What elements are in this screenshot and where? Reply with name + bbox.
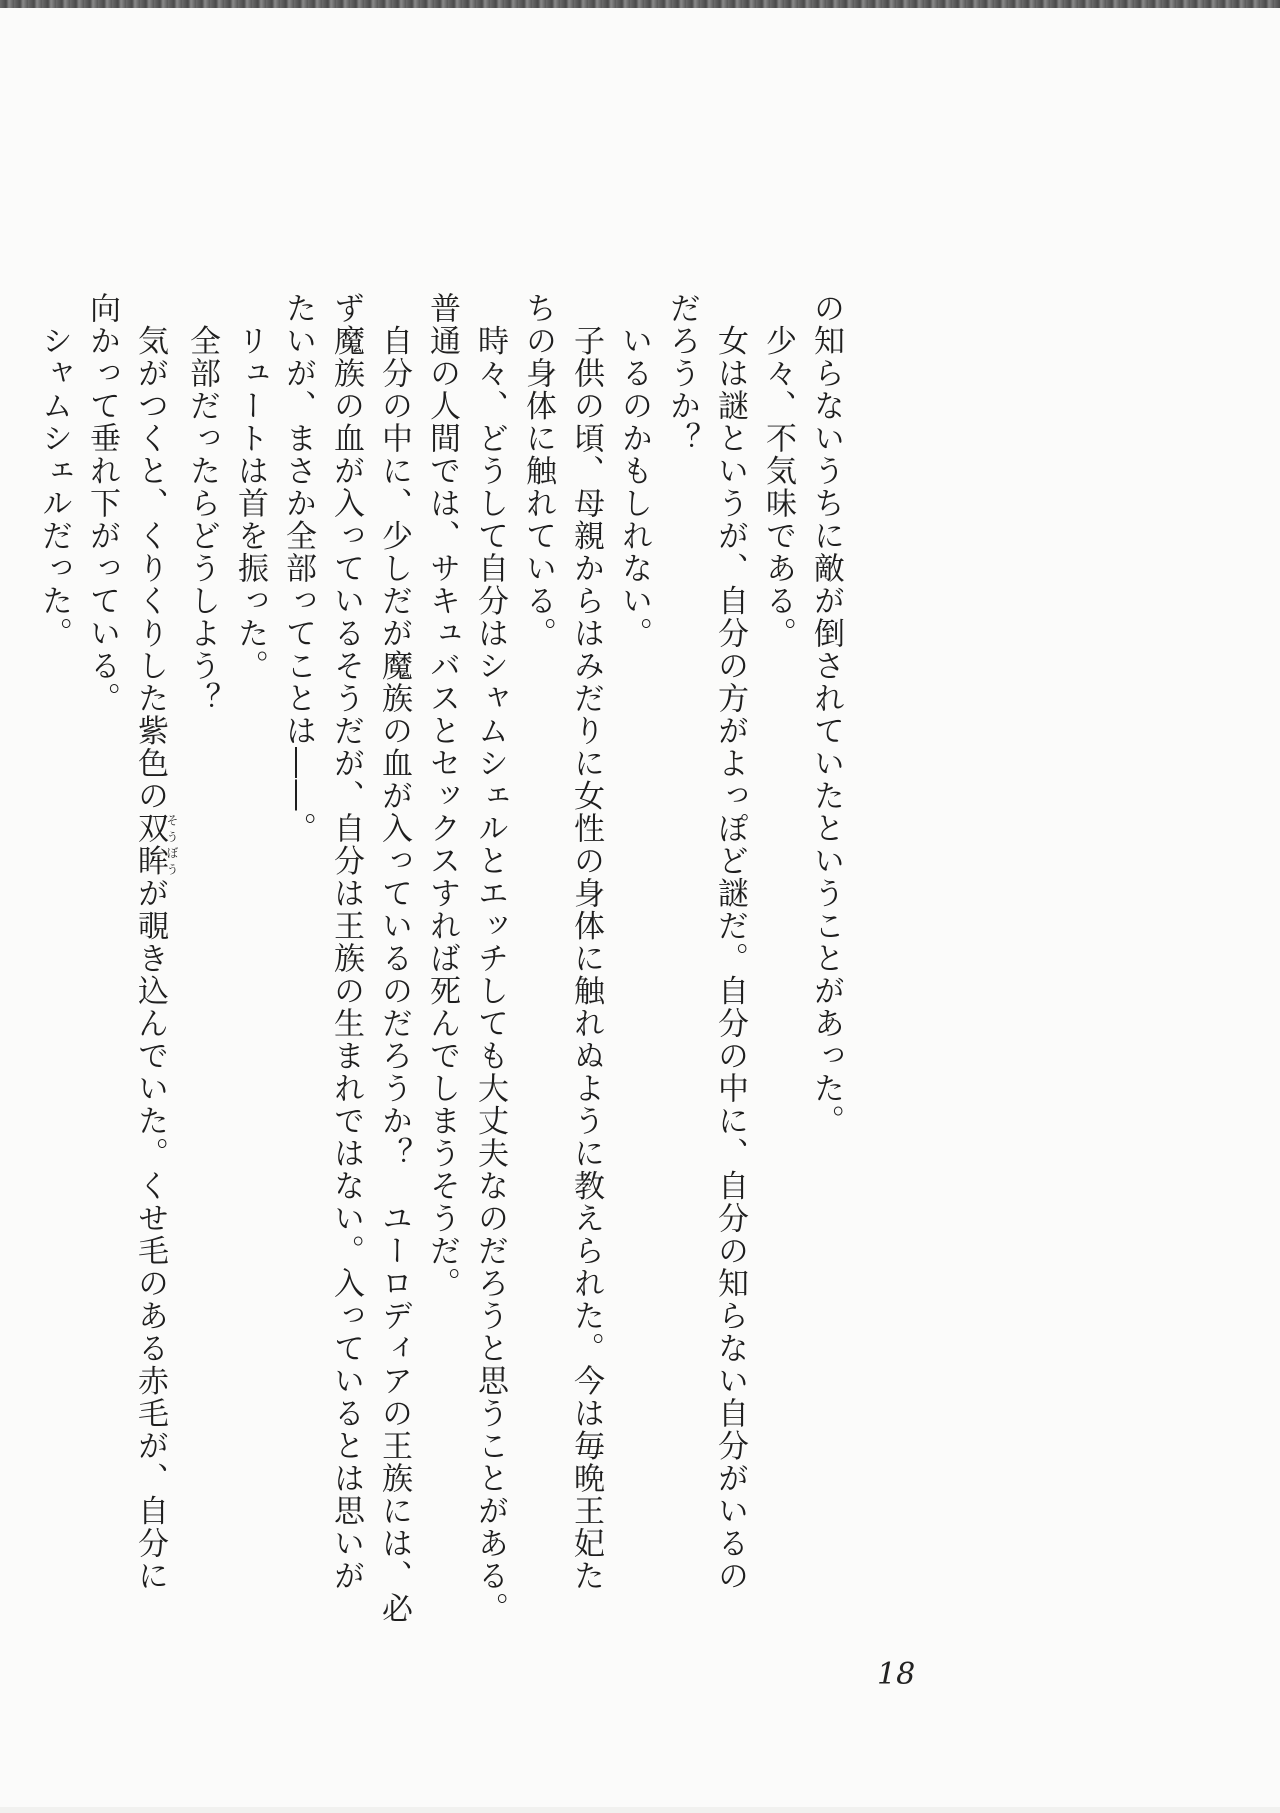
- text-line: 女は謎というが、自分の方がよっぽど謎だ。自分の中に、自分の知らない自分がいるの: [712, 292, 748, 1592]
- text-line: ちの身体に触れている。: [520, 292, 556, 650]
- scan-edge-bottom: [0, 1807, 1280, 1813]
- text-line: 向かって垂れ下がっている。: [84, 292, 120, 715]
- ruby-base: 双眸: [132, 812, 168, 877]
- text-line: いるのかもしれない。: [616, 292, 652, 650]
- text-line: 普通の人間では、サキュバスとセックスすれば死んでしまうそうだ。: [424, 292, 460, 1300]
- text-line: ず魔族の血が入っているそうだが、自分は王族の生まれではない。入っているとは思いが: [328, 292, 364, 1592]
- ruby-reading: そうぼう: [165, 812, 179, 877]
- text-segment: が覗き込んでいた。くせ毛のある赤毛が、自分に: [132, 877, 168, 1592]
- scan-edge-top: [0, 0, 1280, 8]
- text-line: の知らないうちに敵が倒されていたということがあった。: [808, 292, 844, 1137]
- text-line: 全部だったらどうしよう？: [184, 292, 220, 715]
- text-line: たいが、まさか全部ってことは――。: [280, 292, 316, 845]
- text-line: リュートは首を振った。: [232, 292, 268, 682]
- text-line: だろうか？: [664, 292, 700, 455]
- ruby-annotation: [132, 812, 179, 877]
- text-line: シャムシェルだった。: [36, 292, 72, 650]
- text-segment: 気がつくと、くりくりした紫色の: [132, 292, 168, 812]
- text-line: 子供の頃、母親からはみだりに女性の身体に触れぬように教えられた。今は毎晩王妃た: [568, 292, 604, 1592]
- text-line: 自分の中に、少しだが魔族の血が入っているのだろうか？ ユーロディアの王族には、必: [376, 292, 412, 1625]
- text-line: [126, 292, 178, 1642]
- page-number: 18: [877, 1657, 916, 1692]
- body-text: [36, 292, 850, 1642]
- text-line: 少々、不気味である。: [760, 292, 796, 650]
- text-line: 時々、どうして自分はシャムシェルとエッチしても大丈夫なのだろうと思うことがある。: [472, 292, 508, 1625]
